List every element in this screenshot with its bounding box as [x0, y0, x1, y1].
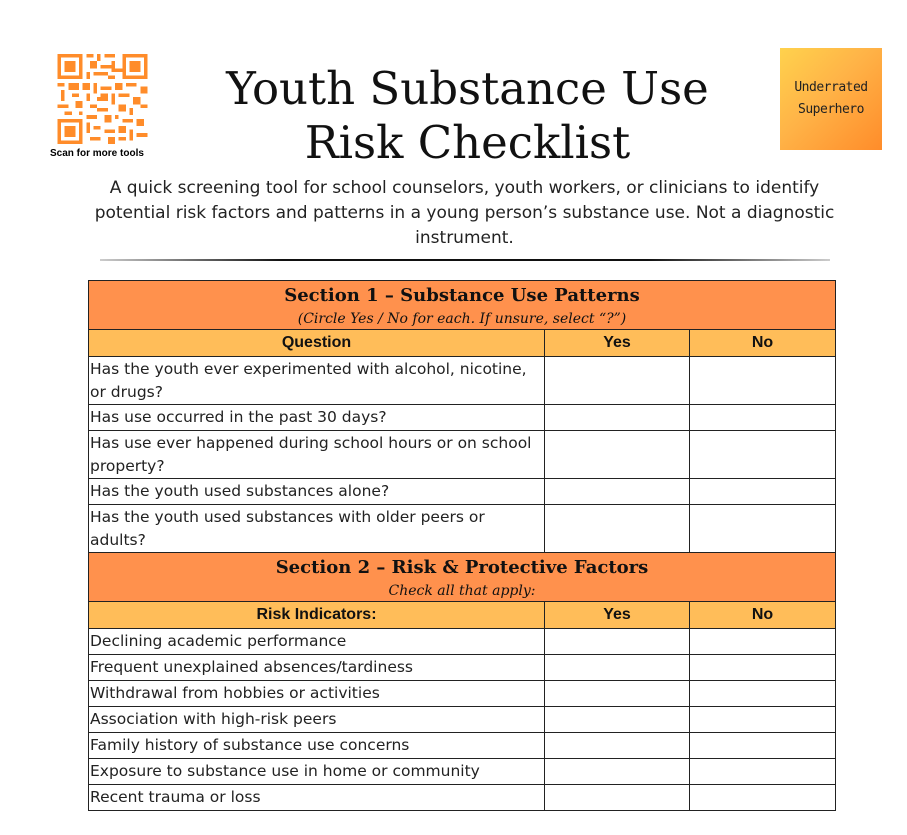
indicator-cell: Declining academic performance [89, 629, 545, 655]
table-row [89, 479, 836, 505]
indicator-cell: Exposure to substance use in home or community [89, 759, 545, 785]
indicator-cell: Family history of substance use concerns [89, 733, 545, 759]
question-cell: Has use occurred in the past 30 days? [89, 405, 545, 431]
table-row [89, 505, 836, 553]
brand-logo [780, 48, 882, 150]
column-header-yes: Yes [545, 330, 690, 357]
yes-cell[interactable] [545, 431, 690, 479]
section-1-column-headers [89, 330, 836, 357]
qr-caption: Scan for more tools [50, 148, 144, 159]
divider [100, 259, 830, 261]
no-cell[interactable] [690, 733, 836, 759]
column-header-yes: Yes [545, 602, 690, 629]
title-line-1: Youth Substance Use [226, 62, 709, 115]
no-cell[interactable] [690, 357, 836, 405]
question-cell: Has the youth ever experimented with alcohol, nicotine, or drugs? [89, 357, 545, 405]
section-2-subtitle: Check all that apply: [388, 583, 536, 599]
column-header-no: No [690, 602, 836, 629]
table-row [89, 707, 836, 733]
logo-line-1: Underrated [794, 80, 868, 95]
indicator-cell: Recent trauma or loss [89, 785, 545, 811]
table-row [89, 733, 836, 759]
yes-cell[interactable] [545, 759, 690, 785]
question-cell: Has the youth used substances with older peers or adults? [89, 505, 545, 553]
indicator-cell: Association with high-risk peers [89, 707, 545, 733]
indicator-cell: Withdrawal from hobbies or activities [89, 681, 545, 707]
yes-cell[interactable] [545, 505, 690, 553]
question-cell: Has use ever happened during school hours or on school property? [89, 431, 545, 479]
no-cell[interactable] [690, 707, 836, 733]
section-2-header [89, 553, 836, 602]
yes-cell[interactable] [545, 357, 690, 405]
qr-code-icon [56, 54, 149, 144]
no-cell[interactable] [690, 655, 836, 681]
yes-cell[interactable] [545, 405, 690, 431]
section-1-header [89, 281, 836, 330]
yes-cell[interactable] [545, 681, 690, 707]
yes-cell[interactable] [545, 785, 690, 811]
title-line-2: Risk Checklist [304, 116, 631, 169]
no-cell[interactable] [690, 759, 836, 785]
no-cell[interactable] [690, 785, 836, 811]
yes-cell[interactable] [545, 479, 690, 505]
column-header-risk-indicators: Risk Indicators: [89, 602, 545, 629]
column-header-no: No [690, 330, 836, 357]
table-row [89, 759, 836, 785]
table-row [89, 681, 836, 707]
section-2-column-headers [89, 602, 836, 629]
column-header-question: Question [89, 330, 545, 357]
no-cell[interactable] [690, 431, 836, 479]
table-row [89, 357, 836, 405]
yes-cell[interactable] [545, 655, 690, 681]
page-title [160, 62, 775, 170]
page-subtitle: A quick screening tool for school counselors, youth workers, or clinicians to identify potential risk factors and patterns in a young person’s substance use. Not a diagnostic instrument. [94, 178, 835, 248]
section-2-title: Section 2 – Risk & Protective Factors [275, 557, 649, 578]
yes-cell[interactable] [545, 707, 690, 733]
yes-cell[interactable] [545, 733, 690, 759]
section-1-title: Section 1 – Substance Use Patterns [284, 285, 640, 306]
table-row [89, 785, 836, 811]
yes-cell[interactable] [545, 629, 690, 655]
table-row [89, 629, 836, 655]
question-cell: Has the youth used substances alone? [89, 479, 545, 505]
no-cell[interactable] [690, 681, 836, 707]
table-row [89, 431, 836, 479]
logo-line-2: Superhero [798, 102, 864, 117]
checklist-table [88, 280, 836, 811]
no-cell[interactable] [690, 479, 836, 505]
table-row [89, 405, 836, 431]
no-cell[interactable] [690, 405, 836, 431]
section-1-subtitle: (Circle Yes / No for each. If unsure, select “?”) [297, 311, 627, 327]
table-row [89, 655, 836, 681]
no-cell[interactable] [690, 629, 836, 655]
no-cell[interactable] [690, 505, 836, 553]
indicator-cell: Frequent unexplained absences/tardiness [89, 655, 545, 681]
